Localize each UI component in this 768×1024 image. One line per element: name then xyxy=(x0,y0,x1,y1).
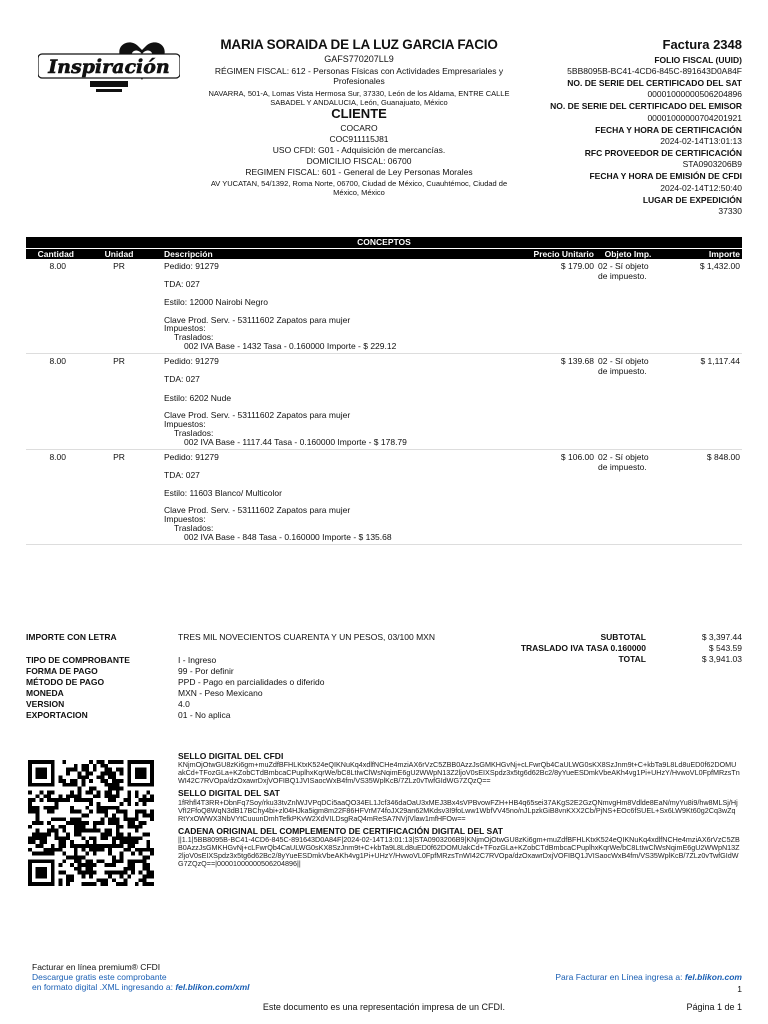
row-impuestos: Impuestos: xyxy=(164,418,206,429)
footer-premium: Facturar en línea premium® CFDI xyxy=(32,962,161,972)
row-clave: Clave Prod. Serv. - 53111602 Zapatos para mujer xyxy=(164,505,351,516)
row-unit: PR xyxy=(76,354,162,449)
client-uso-cfdi: USO CFDI: G01 - Adquisición de mercancías. xyxy=(272,144,446,155)
summary-row xyxy=(26,677,742,688)
row-tax-block xyxy=(164,506,524,542)
footer-right xyxy=(442,972,742,982)
client-rfc: COC911115J81 xyxy=(329,133,389,144)
totals-label: SUBTOTAL xyxy=(600,632,646,642)
importe-letra-value: TRES MIL NOVECIENTOS CUARENTA Y UN PESOS, 03/100 MXN xyxy=(178,632,435,642)
invoice-field-label: FOLIO FISCAL (UUID) xyxy=(654,54,742,65)
client-address: AV YUCATAN, 54/1392, Roma Norte, 06700, Ciudad de México, Cuauhtémoc, Ciudad de México, México xyxy=(210,178,508,197)
summary-value: 4.0 xyxy=(178,699,190,709)
footer-right-text: Para Facturar en Línea ingresa a: xyxy=(555,972,685,982)
sat-seal-value: 1fRhfl4T3RR+DbnFq7Soy/rku33tvZnlWJVPqDCi5aaQO34EL1Jcf346daOaU3xMEJ3Bx4sVPBvowFZH+HB4q65sei37AKgS2E2GzQNmvgHm8Vdlde8EaN/myYu8i9/hw8MLSj/HjVfI2FfoQ8WqN3dB17BChy4bi+zl04HJka5igm8m22F86HFVrM74foJX29an62MKdsv3I9foLww1WbfVV45no/nJLpzkGiB8vnKXX2Cb/PjNS+EOc6fSUEL+Sx6LW9Kt60g2Cq3wZqRtYxOWWX3NbVYtCuuunDmhTefkPKvW2XdVILDsgRaQ4mReSA7NVjIVlaw1mfHFOw== xyxy=(178,797,738,823)
row-traslados: Traslados: xyxy=(174,332,214,343)
svg-text:Inspiración: Inspiración xyxy=(48,56,170,78)
totals-row xyxy=(502,654,742,665)
row-price: $ 179.00 xyxy=(526,259,596,354)
col-obj: Objeto Imp. xyxy=(596,249,660,260)
summary-value: 01 - No aplica xyxy=(178,710,231,720)
row-tda: TDA: 027 xyxy=(164,374,200,385)
invoice-field-value: 37330 xyxy=(718,206,742,217)
row-pedido: Pedido: 91279 xyxy=(164,261,219,271)
row-total: $ 1,117.44 xyxy=(660,354,742,449)
footer-download: Descargue gratis este comprobante xyxy=(32,972,167,983)
row-total: $ 1,432.00 xyxy=(660,259,742,354)
client-title: CLIENTE xyxy=(331,106,387,121)
row-tax: 002 IVA Base - 1117.44 Tasa - 0.160000 Importe - $ 178.79 xyxy=(184,436,407,447)
row-pedido: Pedido: 91279 xyxy=(164,356,219,367)
issuer-address: NAVARRA, 501-A, Lomas Vista Hermosa Sur, 37330, León de los Aldama, ENTRE CALLE SABADEL Y ANDALUCIA, León, Guanajuato, México xyxy=(208,89,510,108)
invoice-title: Factura 2348 xyxy=(662,37,742,52)
row-tda: TDA: 027 xyxy=(164,469,200,480)
row-tax: 002 IVA Base - 848 Tasa - 0.160000 Importe - $ 135.68 xyxy=(184,531,392,542)
row-estilo: Estilo: 11603 Blanco/ Multicolor xyxy=(164,487,282,498)
company-logo xyxy=(38,40,180,100)
row-tax-object: 02 - Sí objeto de impuesto. xyxy=(596,354,660,449)
row-traslados: Traslados: xyxy=(174,522,214,533)
row-total: $ 848.00 xyxy=(660,449,742,544)
concepts-table xyxy=(26,237,742,545)
summary-value: 99 - Por definir xyxy=(178,666,234,676)
invoice-field-value: 2024-02-14T13:01:13 xyxy=(660,135,742,146)
invoice-field-label: LUGAR DE EXPEDICIÓN xyxy=(642,194,742,205)
invoice-field-label: NO. DE SERIE DEL CERTIFICADO DEL EMISOR xyxy=(550,101,742,112)
footer-xml-text: en formato digital .XML ingresando a: xyxy=(32,982,176,993)
row-price: $ 139.68 xyxy=(526,354,596,449)
summary-row xyxy=(26,699,742,710)
summary-label: EXPORTACION xyxy=(26,710,88,720)
col-qty: Cantidad xyxy=(26,249,76,260)
summary-value: MXN - Peso Mexicano xyxy=(178,688,263,698)
totals-value: $ 3,941.03 xyxy=(701,654,742,664)
invoice-field-value: STA0903206B9 xyxy=(682,159,742,170)
issuer-name: MARIA SORAIDA DE LA LUZ GARCIA FACIO xyxy=(220,37,498,52)
totals-value: $ 3,397.44 xyxy=(701,632,742,642)
totals-row xyxy=(502,643,742,654)
totals-label: TOTAL xyxy=(618,654,646,664)
issuer-regime: RÉGIMEN FISCAL: 612 - Personas Físicas con Actividades Empresariales y Profesionales xyxy=(214,65,504,87)
summary-label: MÉTODO DE PAGO xyxy=(26,677,105,687)
table-row xyxy=(26,449,742,544)
invoice-field-value: 00001000000506204896 xyxy=(647,89,742,100)
row-description xyxy=(162,449,526,544)
invoice-field-label: NO. DE SERIE DEL CERTIFICADO DEL SAT xyxy=(567,77,742,88)
row-tda: TDA: 027 xyxy=(164,279,200,290)
page-number: 1 xyxy=(737,984,742,994)
summary-label: VERSION xyxy=(26,699,65,709)
row-tax-object: 02 - Sí objeto de impuesto. xyxy=(596,449,660,544)
row-estilo: Estilo: 6202 Nude xyxy=(164,392,232,403)
row-tax-block xyxy=(164,411,524,447)
cfdi-seal-title: SELLO DIGITAL DEL CFDI xyxy=(178,751,284,761)
row-qty: 8.00 xyxy=(26,259,76,354)
totals-value: $ 543.59 xyxy=(708,643,742,653)
client-domicilio: DOMICILIO FISCAL: 06700 xyxy=(306,156,412,167)
summary-value: PPD - Pago en parcialidades o diferido xyxy=(178,677,325,687)
row-tax-object: 02 - Sí objeto de impuesto. xyxy=(596,259,660,354)
row-tax-block xyxy=(164,316,524,352)
invoice-field-value: 00001000000704201921 xyxy=(647,112,742,123)
row-impuestos: Impuestos: xyxy=(164,513,206,524)
digital-seals xyxy=(178,748,740,868)
page-of: Página 1 de 1 xyxy=(686,1002,742,1012)
summary-label: FORMA DE PAGO xyxy=(26,666,98,676)
footer-left xyxy=(32,962,332,993)
col-total: Importe xyxy=(660,249,742,260)
totals-row xyxy=(502,632,742,643)
row-description xyxy=(162,259,526,354)
col-unit: Unidad xyxy=(76,249,162,260)
summary-value: I - Ingreso xyxy=(178,655,217,665)
footer-xml-link[interactable]: fel.blikon.com/xml xyxy=(175,982,250,993)
footer-right-link[interactable]: fel.blikon.com xyxy=(684,972,742,982)
client-regime: REGIMEN FISCAL: 601 - General de Ley Personas Morales xyxy=(245,167,473,178)
table-row xyxy=(26,354,742,449)
invoice-field-label: RFC PROVEEDOR DE CERTIFICACIÓN xyxy=(584,148,742,159)
qr-code xyxy=(28,760,154,886)
row-traslados: Traslados: xyxy=(174,427,214,438)
original-chain-value: ||1.1|5BB8095B-BC41-4CD6-845C-891643D0A84F|2024-02-14T13:01:13|STA0903206B9|KNjmOjOtwGU8zKi6gm+muZdfBFHLKtxK524eQIKNuKq4xdlfNCHe4mziAX6rVzC5ZBB0AzzJsGMKHGvNj+cLFwrQb4CaULWG0sKX8SzJnm9t+C+kbTa9L8Ld8uED0f62DOMUakCd+TFozGLa+KZobCTdBmbcaCPuplhxKqrWe/bC8LtIwClWsNqimE6gU2WWpN13Z2ljoV0sEIXSpdz3x5tg6d62Bc2/8yYueESDmkVbeAKh4vg1Pi+UHzY/HvwoVL0FpfMRzsTnWI42C7RVOpa/dzOxawrDxjVOFIBQ1JVISaocWxB4fm/VS35WplKcB/7ZLz0vTwfGIdWG7ZQzQ==|00001000000506204896|| xyxy=(178,834,740,869)
row-unit: PR xyxy=(76,449,162,544)
row-qty: 8.00 xyxy=(26,354,76,449)
footer-xml-line xyxy=(32,982,332,992)
row-clave: Clave Prod. Serv. - 53111602 Zapatos para mujer xyxy=(164,409,351,420)
row-estilo: Estilo: 12000 Nairobi Negro xyxy=(164,297,268,308)
client-block xyxy=(200,105,518,197)
col-price: Precio Unitario xyxy=(526,249,596,260)
summary-row xyxy=(26,666,742,677)
issuer-rfc: GAFS770207LL9 xyxy=(324,54,394,65)
summary-label: TIPO DE COMPROBANTE xyxy=(26,655,130,665)
row-clave: Clave Prod. Serv. - 53111602 Zapatos para mujer xyxy=(164,314,351,325)
row-pedido: Pedido: 91279 xyxy=(164,451,219,462)
disclaimer: Este documento es una representación impresa de un CFDI. xyxy=(262,1002,506,1012)
totals-block xyxy=(502,632,742,665)
row-unit: PR xyxy=(76,259,162,354)
invoice-field-value: 2024-02-14T12:50:40 xyxy=(660,182,742,193)
importe-letra-label: IMPORTE CON LETRA xyxy=(26,632,117,642)
original-chain-title: CADENA ORIGINAL DEL COMPLEMENTO DE CERTIFICACIÓN DIGITAL DEL SAT xyxy=(178,825,503,836)
invoice-field-label: FECHA Y HORA DE EMISIÓN DE CFDI xyxy=(589,171,742,182)
invoice-field-label: FECHA Y HORA DE CERTIFICACIÓN xyxy=(595,124,742,135)
summary-label: MONEDA xyxy=(26,688,64,698)
table-row xyxy=(26,259,742,354)
summary-row xyxy=(26,710,742,721)
summary-row xyxy=(26,688,742,699)
row-impuestos: Impuestos: xyxy=(164,323,206,334)
issuer-block xyxy=(200,37,518,107)
invoice-info xyxy=(512,37,742,216)
row-description xyxy=(162,354,526,449)
client-name: COCARO xyxy=(340,122,378,133)
cfdi-seal-value: KNjmOjOtwGU8zKi6gm+muZdfBFHLKtxK524eQIKNuKq4xdlfNCHe4mziAX6rVzC5ZBB0AzzJsGMKHGvNj+cLFwrQb4CaULWG0sKX8SzJnm9t+C+kbTa9L8Ld8uED0f62DOMUakCd+TFozGLa+KZobCTdBmbcaCPuplhxKqrWe/bC8LtIwClWsNqimE6gU2WWpN13Z2ljoV0sEIXSpdz3x5tg6d62Bc2/8yYueESDmkVbeAKh4vg1Pi+UHzY/HvwoVL0FpfMRzsTnWI42C7RVOpa/dzOxawrDxjVOFIBQ1JVISaocWxB4fm/VS35WplKcB/7ZLz0vTwfGIdWG7ZQzQ== xyxy=(178,760,740,786)
row-tax: 002 IVA Base - 1432 Tasa - 0.160000 Importe - $ 229.12 xyxy=(184,341,397,352)
col-desc: Descripción xyxy=(162,249,526,260)
row-qty: 8.00 xyxy=(26,449,76,544)
sat-seal-title: SELLO DIGITAL DEL SAT xyxy=(178,788,280,799)
concepts-title: CONCEPTOS xyxy=(26,237,742,248)
row-price: $ 106.00 xyxy=(526,449,596,544)
invoice-field-value: 5BB8095B-BC41-4CD6-845C-891643D0A84F xyxy=(567,65,742,76)
totals-label: TRASLADO IVA TASA 0.160000 xyxy=(520,643,646,653)
